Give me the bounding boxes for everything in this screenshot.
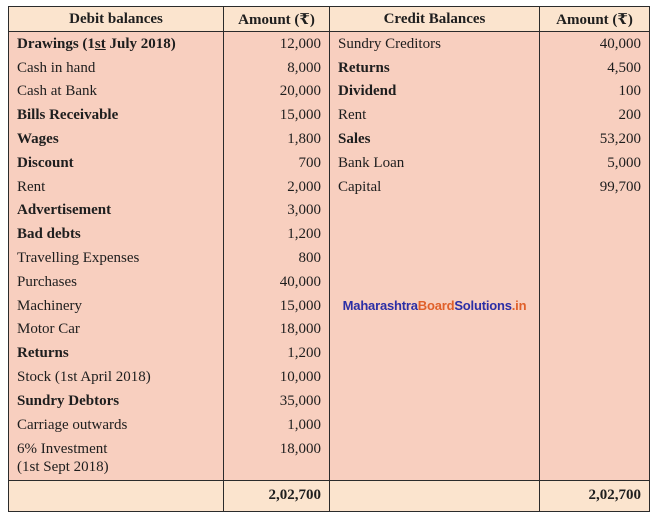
table-row: [9, 127, 650, 151]
debit-total: 2,02,700: [224, 480, 330, 511]
header-row: [9, 7, 650, 32]
credit-particulars: [330, 222, 540, 246]
credit-total-label: [330, 480, 540, 511]
credit-amount: 100: [540, 80, 650, 104]
debit-particulars-text: Bad debts: [17, 226, 81, 243]
watermark-part2: Board: [417, 297, 455, 313]
table-row: [9, 389, 650, 413]
watermark-part3: Solutions: [454, 297, 512, 313]
credit-particulars: [330, 413, 540, 437]
debit-amount: 18,000: [224, 318, 330, 342]
debit-particulars: [9, 413, 224, 437]
debit-particulars-text: Cash at Bank: [17, 83, 97, 100]
debit-particulars-ordinal: st: [94, 35, 106, 52]
debit-particulars: [9, 175, 224, 199]
debit-particulars-text: Stock (1st April 2018): [17, 369, 151, 386]
debit-particulars: [9, 151, 224, 175]
debit-particulars-text: Bills Receivable: [17, 107, 119, 124]
credit-particulars: [330, 246, 540, 270]
trial-balance: [8, 6, 650, 512]
table-row: [9, 199, 650, 223]
debit-amount: 800: [224, 246, 330, 270]
debit-particulars-text: 6% Investment: [17, 441, 108, 458]
table-row: [9, 341, 650, 365]
table-row: [9, 413, 650, 437]
watermark-part1: Maharashtra: [342, 297, 418, 313]
credit-amount: [540, 341, 650, 365]
credit-amount: [540, 199, 650, 223]
credit-particulars: [330, 389, 540, 413]
debit-particulars: [9, 32, 224, 56]
debit-particulars-text: Drawings (1: [17, 35, 95, 52]
debit-amount: 2,000: [224, 175, 330, 199]
credit-particulars: Sales: [330, 127, 540, 151]
debit-amount: 3,000: [224, 199, 330, 223]
trial-balance-table: [8, 6, 650, 512]
credit-particulars: [330, 341, 540, 365]
credit-particulars: [330, 437, 540, 481]
credit-particulars: Bank Loan: [330, 151, 540, 175]
debit-particulars: [9, 103, 224, 127]
table-row: [9, 56, 650, 80]
debit-amount-header: Amount (₹): [224, 7, 330, 32]
table-row: [9, 365, 650, 389]
credit-amount: 4,500: [540, 56, 650, 80]
credit-particulars: Capital: [330, 175, 540, 199]
table-row: [9, 437, 650, 481]
debit-particulars-text: Advertisement: [17, 202, 112, 219]
debit-particulars: [9, 127, 224, 151]
credit-particulars: [330, 294, 540, 318]
debit-header: Debit balances: [9, 7, 224, 32]
credit-particulars: Returns: [330, 56, 540, 80]
debit-particulars-text: Sundry Debtors: [17, 392, 120, 409]
debit-particulars-text: Returns: [17, 345, 69, 362]
credit-amount: [540, 318, 650, 342]
debit-amount: 40,000: [224, 270, 330, 294]
debit-amount: 1,200: [224, 341, 330, 365]
debit-particulars-text: Carriage outwards: [17, 416, 128, 433]
debit-amount: 1,200: [224, 222, 330, 246]
table-row: [9, 294, 650, 318]
credit-amount: [540, 222, 650, 246]
debit-particulars: [9, 270, 224, 294]
debit-particulars-text: Machinery: [17, 297, 82, 314]
debit-amount: 1,000: [224, 413, 330, 437]
debit-amount: 700: [224, 151, 330, 175]
watermark-logo: [343, 298, 527, 313]
table-row: [9, 246, 650, 270]
debit-particulars-text: Motor Car: [17, 321, 80, 338]
debit-particulars-tail: July 2018): [105, 35, 176, 52]
table-row: [9, 318, 650, 342]
credit-amount-header: Amount (₹): [540, 7, 650, 32]
credit-amount: 5,000: [540, 151, 650, 175]
debit-particulars-text: Cash in hand: [17, 59, 96, 76]
watermark-part4: .in: [511, 297, 527, 313]
debit-amount: 35,000: [224, 389, 330, 413]
credit-total: 2,02,700: [540, 480, 650, 511]
total-row: [9, 480, 650, 511]
debit-amount: 20,000: [224, 80, 330, 104]
debit-particulars-text: Discount: [17, 154, 74, 171]
debit-total-label: [9, 480, 224, 511]
debit-particulars: [9, 365, 224, 389]
debit-amount: 10,000: [224, 365, 330, 389]
credit-amount: 200: [540, 103, 650, 127]
debit-amount: 15,000: [224, 294, 330, 318]
debit-amount: 8,000: [224, 56, 330, 80]
debit-amount: 18,000: [224, 437, 330, 481]
debit-particulars: [9, 294, 224, 318]
credit-particulars: [330, 199, 540, 223]
debit-particulars: [9, 199, 224, 223]
credit-amount: [540, 413, 650, 437]
credit-particulars: Dividend: [330, 80, 540, 104]
debit-particulars-line2: (1st Sept 2018): [17, 459, 109, 476]
table-row: [9, 103, 650, 127]
credit-amount: [540, 294, 650, 318]
table-row: [9, 175, 650, 199]
credit-header: Credit Balances: [330, 7, 540, 32]
debit-particulars: [9, 341, 224, 365]
table-row: [9, 222, 650, 246]
credit-particulars: [330, 365, 540, 389]
debit-particulars-text: Rent: [17, 178, 46, 195]
debit-particulars: [9, 437, 224, 481]
credit-amount: [540, 270, 650, 294]
debit-particulars: [9, 222, 224, 246]
table-row: [9, 151, 650, 175]
table-row: [9, 32, 650, 56]
debit-amount: 15,000: [224, 103, 330, 127]
debit-particulars: [9, 389, 224, 413]
debit-particulars: [9, 80, 224, 104]
credit-amount: 53,200: [540, 127, 650, 151]
debit-particulars-text: Purchases: [17, 273, 77, 290]
credit-particulars: Rent: [330, 103, 540, 127]
credit-particulars: [330, 270, 540, 294]
credit-amount: 40,000: [540, 32, 650, 56]
credit-particulars: [330, 318, 540, 342]
credit-particulars: Sundry Creditors: [330, 32, 540, 56]
credit-amount: [540, 389, 650, 413]
debit-particulars: [9, 56, 224, 80]
debit-amount: 12,000: [224, 32, 330, 56]
credit-amount: [540, 437, 650, 481]
credit-amount: 99,700: [540, 175, 650, 199]
credit-amount: [540, 246, 650, 270]
table-row: [9, 270, 650, 294]
credit-amount: [540, 365, 650, 389]
debit-particulars: [9, 246, 224, 270]
debit-particulars: [9, 318, 224, 342]
debit-particulars-text: Wages: [17, 131, 59, 148]
table-row: [9, 80, 650, 104]
debit-amount: 1,800: [224, 127, 330, 151]
debit-particulars-text: Travelling Expenses: [17, 250, 140, 267]
